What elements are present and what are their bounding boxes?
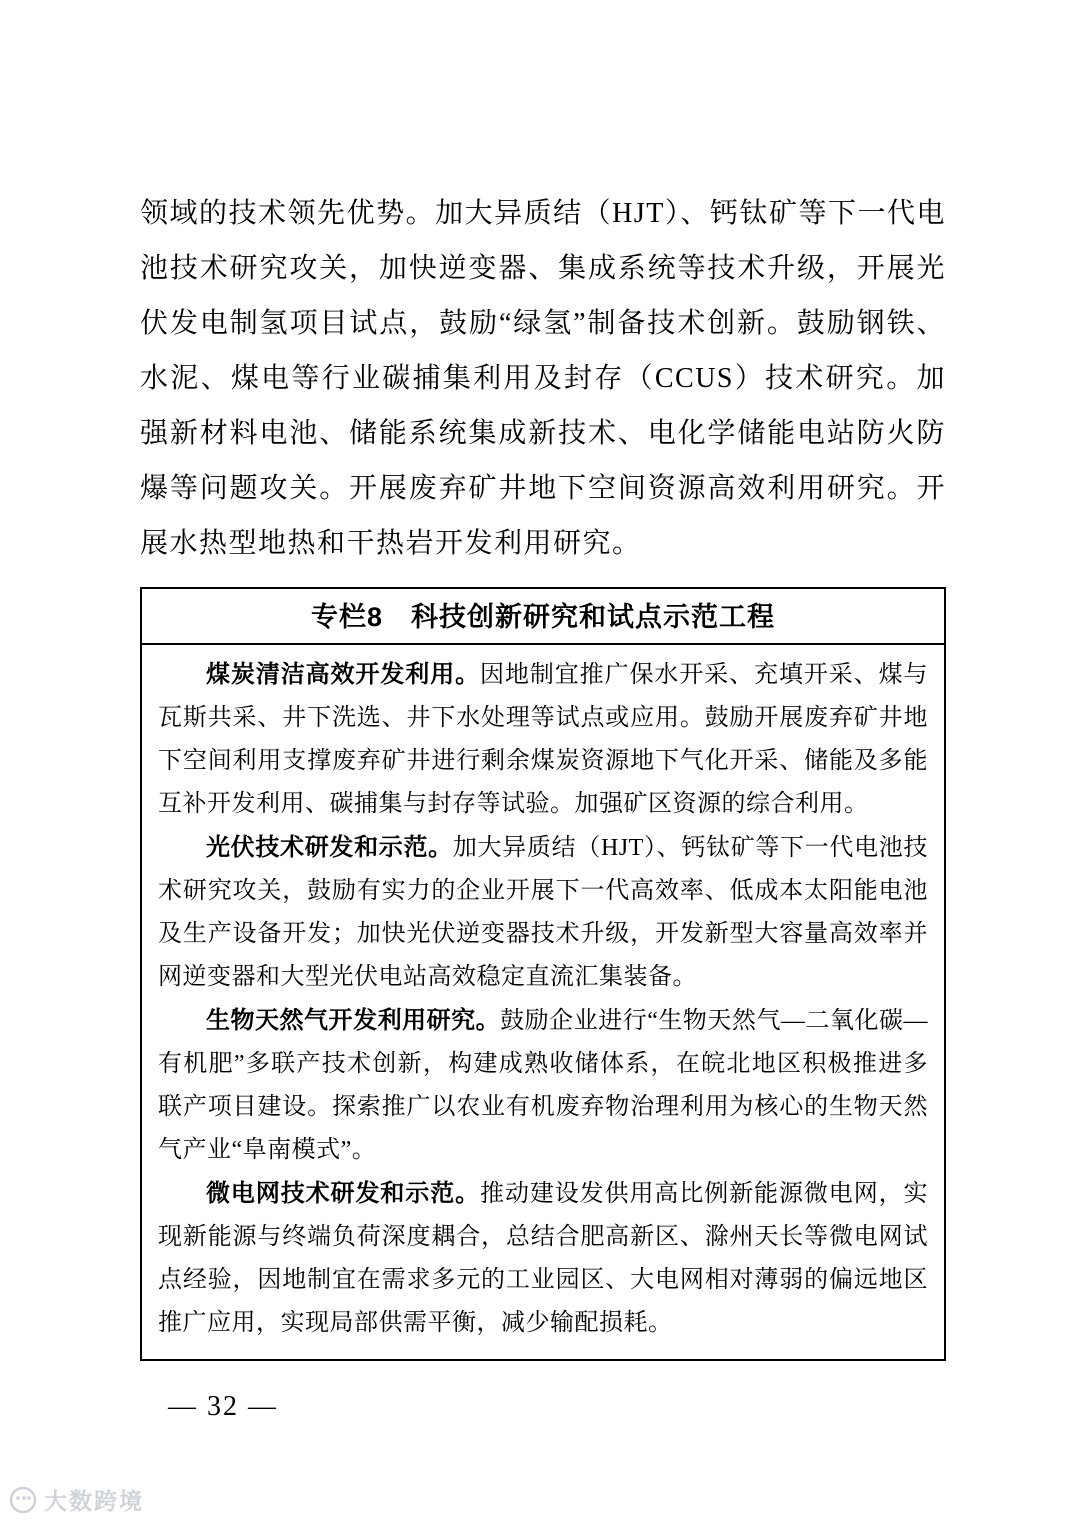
box-paragraph-pv-text: 加大异质结（HJT）、钙钛矿等下一代电池技术研究攻关，鼓励有实力的企业开展下一代高效率、低成本太阳能电池及生产设备开发；加快光伏逆变器技术升级，开发新型大容量高效率并网逆变器和大型光伏电站高效稳定直流汇集装备。 — [158, 835, 928, 990]
box-paragraph-biogas-text: 鼓励企业进行“生物天然气—二氧化碳—有机肥”多联产技术创新，构建成熟收储体系，在皖北地区积极推进多联产项目建设。探索推广以农业有机废弃物治理利用为核心的生物天然气产业“阜南模式”。 — [158, 1008, 929, 1163]
box-paragraph-coal — [158, 653, 928, 826]
feature-box-title: 专栏8 科技创新研究和试点示范工程 — [142, 589, 944, 645]
intro-paragraph: 领域的技术领先优势。加大异质结（HJT）、钙钛矿等下一代电池技术研究攻关，加快逆变器、集成系统等技术升级，开展光伏发电制氢项目试点，鼓励“绿氢”制备技术创新。鼓励钢铁、水泥、煤电等行业碳捕集利用及封存（CCUS）技术研究。加强新材料电池、储能系统集成新技术、电化学储能电站防火防爆等问题攻关。开展废弃矿井地下空间资源高效利用研究。开展水热型地热和干热岩开发利用研究。 — [140, 198, 946, 559]
page-number: — 32 — — [168, 1391, 278, 1422]
feature-box-body — [142, 645, 944, 1359]
box-paragraph-pv-lead: 光伏技术研发和示范。 — [206, 834, 453, 861]
box-paragraph-coal-lead: 煤炭清洁高效开发利用。 — [206, 661, 481, 688]
box-paragraph-microgrid-lead: 微电网技术研发和示范。 — [206, 1180, 481, 1207]
box-paragraph-biogas — [158, 999, 928, 1172]
page-content — [140, 186, 946, 1423]
box-paragraph-biogas-lead: 生物天然气开发利用研究。 — [206, 1007, 501, 1034]
watermark — [8, 1483, 144, 1516]
watermark-text: 大数跨境 — [44, 1488, 144, 1514]
box-paragraph-microgrid — [158, 1172, 928, 1345]
box-paragraph-coal-text: 因地制宜推广保水开采、充填开采、煤与瓦斯共采、井下洗选、井下水处理等试点或应用。鼓励开展废弃矿井地下空间利用支撑废弃矿井进行剩余煤炭资源地下气化开采、储能及多能互补开发利用、碳捕集与封存等试验。加强矿区资源的综合利用。 — [158, 662, 929, 817]
box-paragraph-microgrid-text: 推动建设发供用高比例新能源微电网，实现新能源与终端负荷深度耦合，总结合肥高新区、滁州天长等微电网试点经验，因地制宜在需求多元的工业园区、大电网相对薄弱的偏远地区推广应用，实现局部供需平衡，减少输配损耗。 — [158, 1181, 929, 1336]
watermark-globe-icon — [8, 1485, 38, 1515]
box-paragraph-pv — [158, 826, 928, 999]
feature-box — [140, 587, 946, 1361]
